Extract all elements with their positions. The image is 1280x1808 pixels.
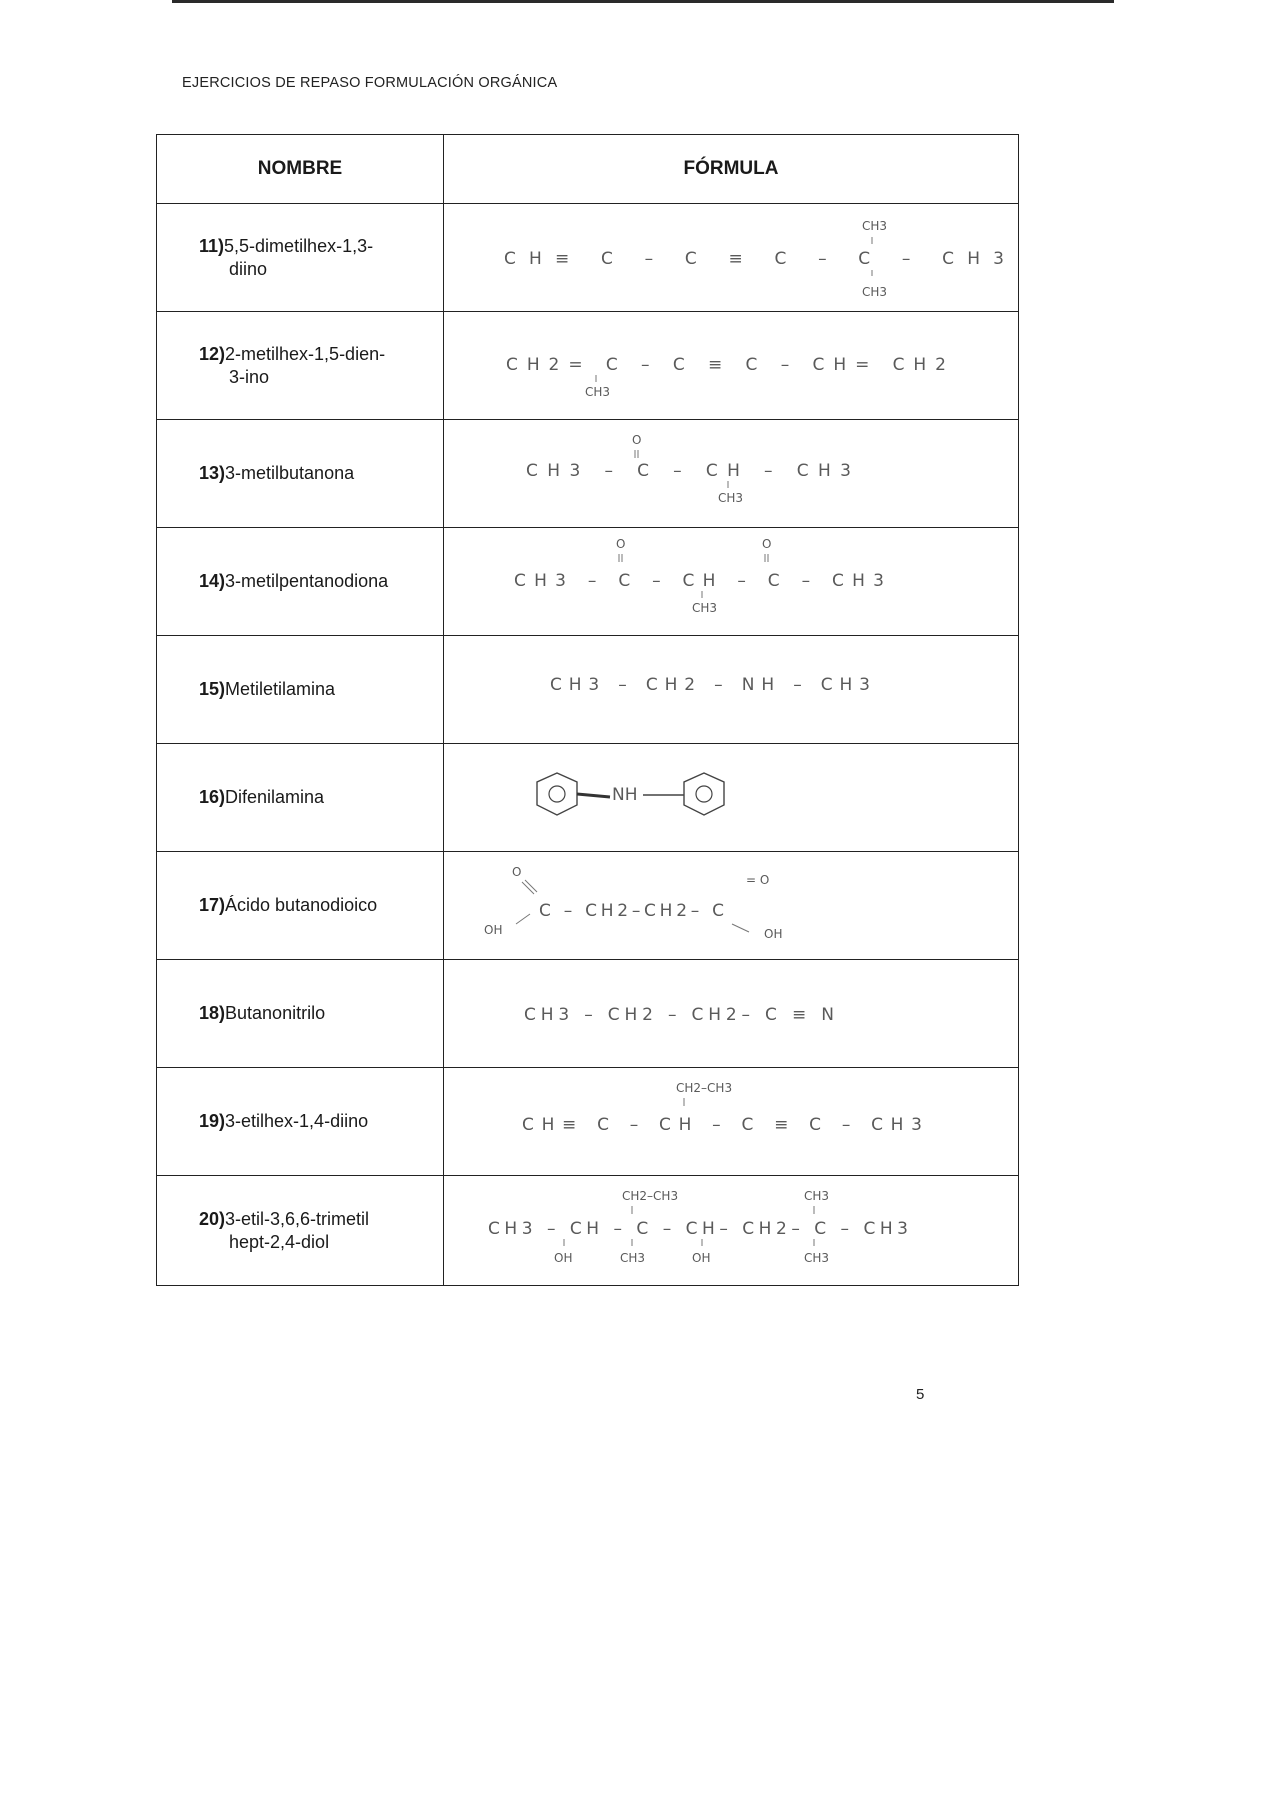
handwritten-formula	[444, 1068, 1018, 1175]
column-header-formula: FÓRMULA	[683, 158, 779, 179]
formula-carbonyl-oxygen: O	[632, 433, 642, 447]
formula-branch-below: OH	[554, 1251, 573, 1265]
compound-name-line2: hept-2,4-diol	[229, 1232, 330, 1252]
formula-branch-above: CH3	[804, 1189, 830, 1203]
formula-branch-below: CH3	[585, 385, 611, 399]
formula-main-chain: CH≡ C – C ≡ C – C – CH3	[504, 249, 1004, 269]
column-header-name: NOMBRE	[257, 158, 343, 179]
row-number: 16)	[199, 787, 226, 807]
formula-amine-group: NH	[612, 785, 638, 805]
formula-hydroxyl-group: OH	[484, 923, 503, 937]
compound-name: 3-etilhex-1,4-diino	[225, 1111, 369, 1131]
top-rule	[172, 0, 1114, 3]
page-title: EJERCICIOS DE REPASO FORMULACIÓN ORGÁNICA	[182, 75, 558, 91]
formula-main-chain: CH3 – CH2 – CH2– C ≡ N	[524, 1005, 834, 1025]
formula-branch-below: CH3	[692, 601, 718, 615]
formula-main-chain: CH2= C – C ≡ C – CH= CH2	[506, 355, 946, 375]
compound-name: Ácido butanodioico	[225, 895, 378, 915]
formula-branch-above: CH2–CH3	[676, 1081, 733, 1095]
table-row-name	[157, 636, 443, 743]
formula-carbonyl-oxygen: O	[616, 537, 626, 551]
row-number: 11)	[199, 235, 225, 256]
row-number: 12)	[199, 343, 226, 364]
table-row-name	[157, 744, 443, 851]
page-number: 5	[916, 1386, 925, 1403]
table-row-name	[157, 960, 443, 1067]
table-row-name	[157, 1176, 443, 1286]
row-number: 17)	[199, 895, 226, 915]
table-row-name	[157, 312, 443, 419]
formula-hydroxyl-group: OH	[764, 927, 783, 941]
row-number: 19)	[199, 1111, 226, 1131]
formula-main-chain: CH3 – CH – C – CH– CH2– C – CH3	[488, 1219, 908, 1239]
handwritten-formula	[444, 528, 1018, 635]
compound-name: Metiletilamina	[225, 679, 336, 699]
formula-main-chain: CH≡ C – CH – C ≡ C – CH3	[522, 1115, 922, 1135]
table-row-name	[157, 420, 443, 527]
handwritten-formula	[444, 744, 1018, 851]
compound-name: 3-etil-3,6,6-trimetil	[225, 1209, 370, 1229]
formula-carbonyl-oxygen: = O	[746, 873, 770, 887]
handwritten-formula	[444, 312, 1018, 419]
compound-name-line2: diino	[229, 258, 268, 279]
formula-table	[156, 134, 1019, 1286]
formula-carbonyl-oxygen: O	[762, 537, 772, 551]
handwritten-formula	[444, 852, 1018, 959]
compound-name-line2: 3-ino	[229, 366, 270, 387]
table-row-name	[157, 852, 443, 959]
table-row-name	[157, 204, 443, 311]
formula-branch-below: CH3	[862, 285, 888, 299]
row-number: 18)	[199, 1003, 226, 1023]
handwritten-formula	[444, 1176, 1018, 1286]
compound-name: 5,5-dimetilhex-1,3-	[224, 235, 374, 256]
compound-name: 2-metilhex-1,5-dien-	[225, 343, 386, 364]
formula-branch-above: CH2–CH3	[622, 1189, 679, 1203]
benzene-ring-icon	[684, 773, 724, 815]
formula-branch-below: CH3	[620, 1251, 646, 1265]
compound-name: Butanonitrilo	[225, 1003, 326, 1023]
formula-main-chain: C – CH2–CH2– C	[539, 901, 724, 921]
handwritten-formula	[444, 960, 1018, 1067]
formula-carbonyl-oxygen: O	[512, 865, 522, 879]
row-number: 14)	[199, 571, 226, 591]
row-number: 20)	[199, 1209, 226, 1229]
compound-name: Difenilamina	[225, 787, 325, 807]
formula-branch-below: CH3	[804, 1251, 830, 1265]
compound-name: 3-metilbutanona	[225, 463, 355, 483]
table-row-name	[157, 528, 443, 635]
formula-main-chain: CH3 – CH2 – NH – CH3	[550, 675, 870, 695]
row-number: 15)	[199, 679, 226, 699]
formula-main-chain: CH3 – C – CH – C – CH3	[514, 571, 884, 591]
formula-branch-above: CH3	[862, 219, 888, 233]
compound-name: 3-metilpentanodiona	[225, 571, 389, 591]
formula-branch-below: CH3	[718, 491, 744, 505]
handwritten-formula	[444, 420, 1018, 527]
benzene-ring-icon	[537, 773, 577, 815]
row-number: 13)	[199, 463, 226, 483]
handwritten-formula	[444, 636, 1018, 743]
handwritten-formula	[444, 204, 1018, 311]
formula-branch-below: OH	[692, 1251, 711, 1265]
formula-main-chain: CH3 – C – CH – CH3	[526, 461, 851, 481]
table-row-name	[157, 1068, 443, 1175]
